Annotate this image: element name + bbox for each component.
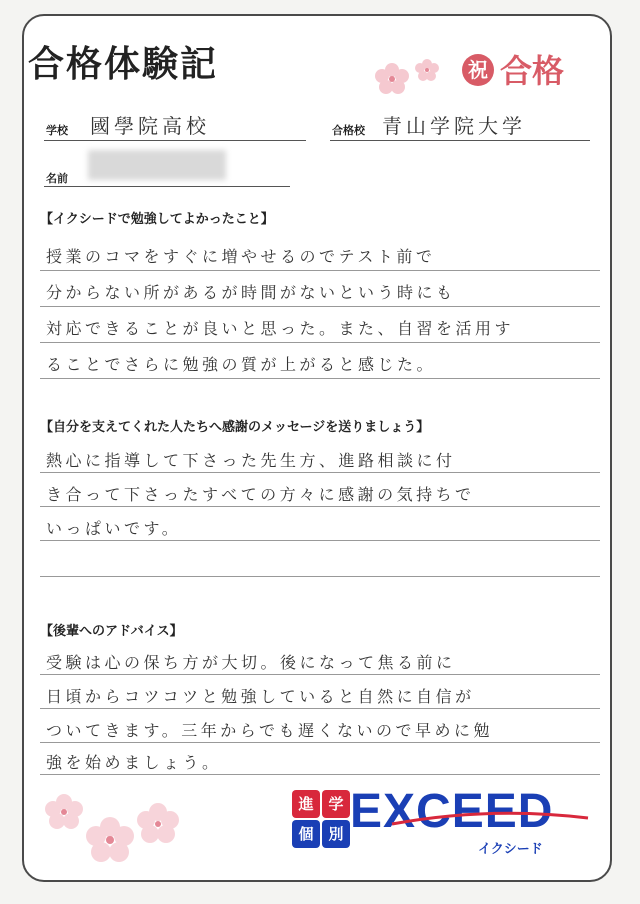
passed-school-label: 合格校: [332, 124, 365, 137]
section-good-points-line: 授業のコマをすぐに増やせるのでテスト前で: [46, 247, 436, 266]
writing-rule: [40, 472, 600, 473]
name-label: 名前: [46, 172, 68, 185]
logo-box-gaku: 学: [322, 790, 350, 818]
name-underline: [44, 186, 290, 187]
section-thanks-heading: 【自分を支えてくれた人たちへ感謝のメッセージを送りましょう】: [40, 420, 430, 435]
writing-rule: [40, 708, 600, 709]
section-thanks-line: き合って下さったすべての方々に感謝の気持ちで: [46, 485, 475, 504]
writing-rule: [40, 540, 600, 541]
passed-school-underline: [330, 140, 590, 141]
section-advice-heading: 【後輩へのアドバイス】: [40, 624, 183, 639]
logo-box-ko: 個: [292, 820, 320, 848]
writing-rule: [40, 774, 600, 775]
writing-rule: [40, 506, 600, 507]
school-label: 学校: [46, 124, 68, 137]
writing-rule: [40, 674, 600, 675]
sakura-icon: [372, 52, 462, 102]
logo-box-shin: 進: [292, 790, 320, 818]
sakura-decoration-icon: [40, 782, 190, 872]
section-good-points-line: ることでさらに勉強の質が上がると感じた。: [46, 355, 437, 374]
name-redacted: [88, 150, 226, 180]
section-thanks-line: 熱心に指導して下さった先生方、進路相談に付: [46, 451, 456, 470]
writing-rule: [40, 342, 600, 343]
logo-wordmark: EXCEED: [350, 785, 554, 838]
writing-rule: [40, 306, 600, 307]
section-advice-line: 日頃からコツコツと勉強していると自然に自信が: [46, 687, 475, 706]
section-good-points-heading: 【イクシードで勉強してよかったこと】: [40, 212, 274, 227]
passed-heading: 合格: [500, 52, 565, 90]
section-advice-line: ついてきます。三年からでも遅くないので早めに勉: [46, 721, 494, 740]
passed-school-value: 青山学院大学: [382, 114, 526, 138]
writing-rule: [40, 742, 600, 743]
writing-rule: [40, 270, 600, 271]
section-good-points-line: 対応できることが良いと思った。また、自習を活用す: [46, 319, 515, 338]
page-title: 合格体験記: [28, 44, 219, 85]
celebration-stamp: 祝: [462, 54, 494, 86]
writing-rule: [40, 576, 600, 577]
school-underline: [44, 140, 306, 141]
logo-subtitle: イクシード: [478, 842, 543, 857]
section-good-points-line: 分からない所があるが時間がないという時にも: [46, 283, 456, 302]
school-value: 國學院高校: [90, 114, 210, 138]
section-advice-line: 受験は心の保ち方が大切。後になって焦る前に: [46, 653, 456, 672]
section-thanks-line: いっぱいです。: [46, 519, 182, 538]
logo-swoosh-icon: [390, 810, 590, 830]
logo-box-betsu: 別: [322, 820, 350, 848]
writing-rule: [40, 378, 600, 379]
section-advice-line: 強を始めましょう。: [46, 753, 222, 772]
